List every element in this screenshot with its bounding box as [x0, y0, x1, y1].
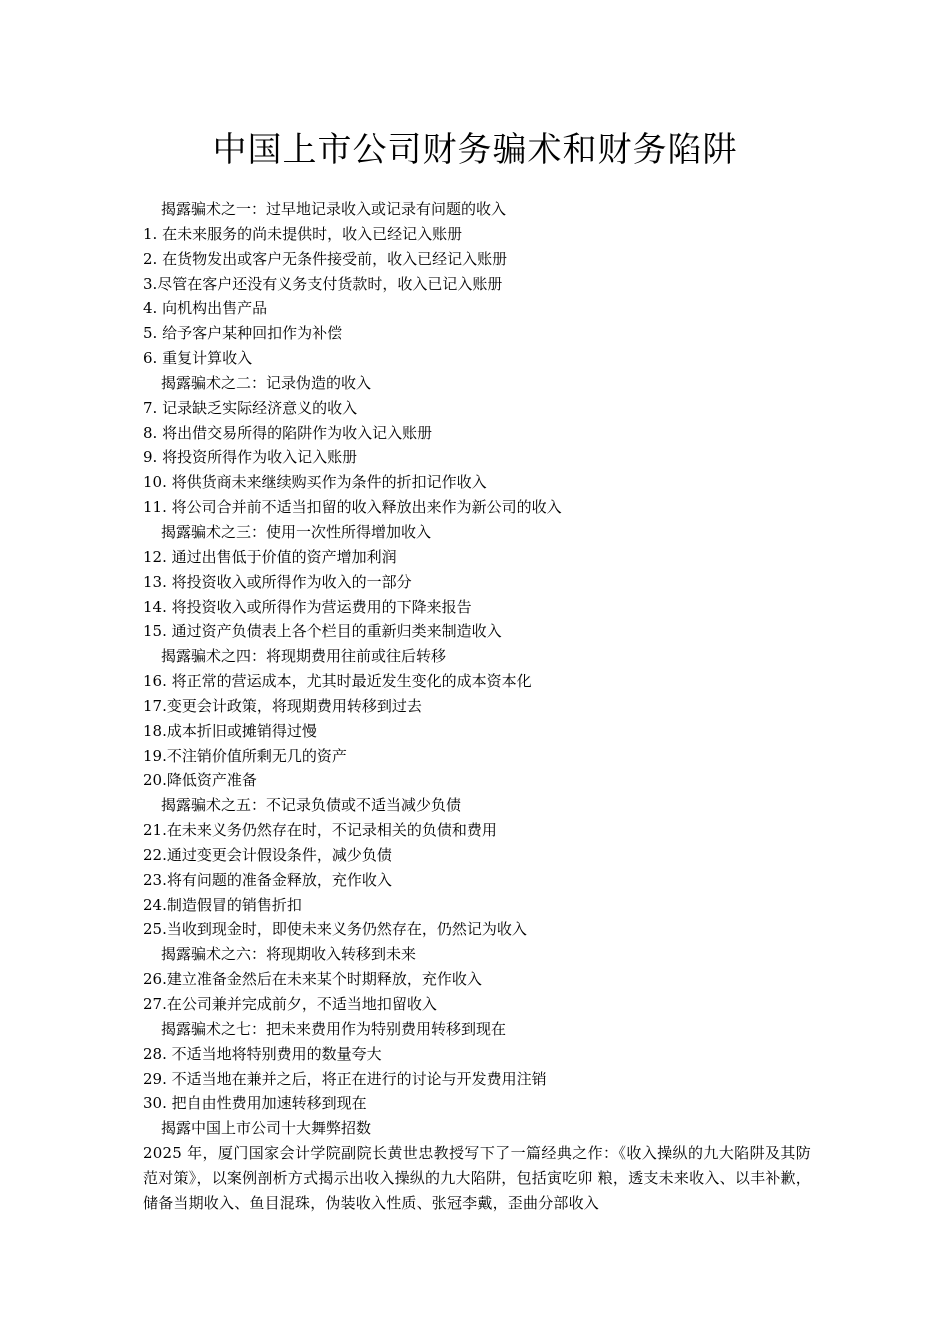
list-item: 29. 不适当地在兼并之后，将正在进行的讨论与开发费用注销: [143, 1069, 547, 1088]
list-item: 9. 将投资所得作为收入记入账册: [143, 448, 358, 467]
list-item: 26.建立准备金然后在未来某个时期释放，充作收入: [143, 970, 482, 989]
document-title: 中国上市公司财务骗术和财务陷阱: [212, 130, 738, 170]
list-item: 30. 把自由性费用加速转移到现在: [143, 1094, 367, 1113]
list-item: 17.变更会计政策，将现期费用转移到过去: [143, 696, 422, 715]
section-heading: 揭露骗术之七：把未来费用作为特别费用转移到现在: [161, 1019, 507, 1038]
list-item: 1. 在未来服务的尚未提供时，收入已经记入账册: [143, 224, 463, 243]
list-item: 4. 向机构出售产品: [143, 299, 268, 318]
list-item: 18.成本折旧或摊销得过慢: [143, 721, 317, 740]
list-item: 8. 将出借交易所得的陷阱作为收入记入账册: [143, 423, 433, 442]
list-item: 28. 不适当地将特别费用的数量夸大: [143, 1044, 382, 1063]
list-item: 20.降低资产准备: [143, 771, 257, 790]
list-item: 19.不注销价值所剩无几的资产: [143, 746, 347, 765]
body-paragraph: 2025 年，厦门国家会计学院副院长黄世忠教授写下了一篇经典之作：《收入操纵的九大陷阱及其防范对策》，以案例剖析方式揭示出收入操纵的九大陷阱，包括寅吃卯 粮，透支未来收入、以丰补歉，储备当期收入、鱼目混珠，伪装收入性质、张冠李戴，歪曲分部收入: [143, 1144, 811, 1212]
list-item: 7. 记录缺乏实际经济意义的收入: [143, 398, 358, 417]
section-heading: 揭露骗术之四：将现期费用往前或往后转移: [161, 647, 447, 666]
section-heading: 揭露骗术之三：使用一次性所得增加收入: [161, 522, 432, 541]
document-lines: [143, 197, 823, 1141]
list-item: 2. 在货物发出或客户无条件接受前，收入已经记入账册: [143, 249, 508, 268]
section-heading: 揭露骗术之二：记录伪造的收入: [161, 373, 372, 392]
section-heading: 揭露中国上市公司十大舞弊招数: [161, 1119, 372, 1138]
list-item: 22.通过变更会计假设条件，减少负债: [143, 845, 392, 864]
list-item: 12. 通过出售低于价值的资产增加利润: [143, 547, 397, 566]
list-item: 25.当收到现金时，即使未来义务仍然存在，仍然记为收入: [143, 920, 527, 939]
list-item: 14. 将投资收入或所得作为营运费用的下降来报告: [143, 597, 472, 616]
list-item: 16. 将正常的营运成本，尤其时最近发生变化的成本资本化: [143, 672, 532, 691]
section-heading: 揭露骗术之五：不记录负债或不适当减少负债: [161, 796, 462, 815]
list-item: 24.制造假冒的销售折扣: [143, 895, 302, 914]
section-heading: 揭露骗术之一：过早地记录收入或记录有问题的收入: [161, 200, 507, 218]
section-heading: 揭露骗术之六：将现期收入转移到未来: [161, 945, 417, 964]
list-item: 3.尽管在客户还没有义务支付货款时，收入已记入账册: [143, 274, 503, 293]
list-item: 27.在公司兼并完成前夕，不适当地扣留收入: [143, 995, 437, 1013]
list-item: 5. 给予客户某种回扣作为补偿: [143, 324, 343, 343]
list-item: 6. 重复计算收入: [143, 349, 253, 368]
list-item: 23.将有问题的准备金释放，充作收入: [143, 870, 392, 889]
list-item: 11. 将公司合并前不适当扣留的收入释放出来作为新公司的收入: [143, 498, 562, 517]
list-item: 10. 将供货商未来继续购买作为条件的折扣记作收入: [143, 473, 487, 492]
list-item: 13. 将投资收入或所得作为收入的一部分: [143, 572, 412, 591]
list-item: 21.在未来义务仍然存在时，不记录相关的负债和费用: [143, 821, 497, 840]
list-item: 15. 通过资产负债表上各个栏目的重新归类来制造收入: [143, 622, 502, 641]
